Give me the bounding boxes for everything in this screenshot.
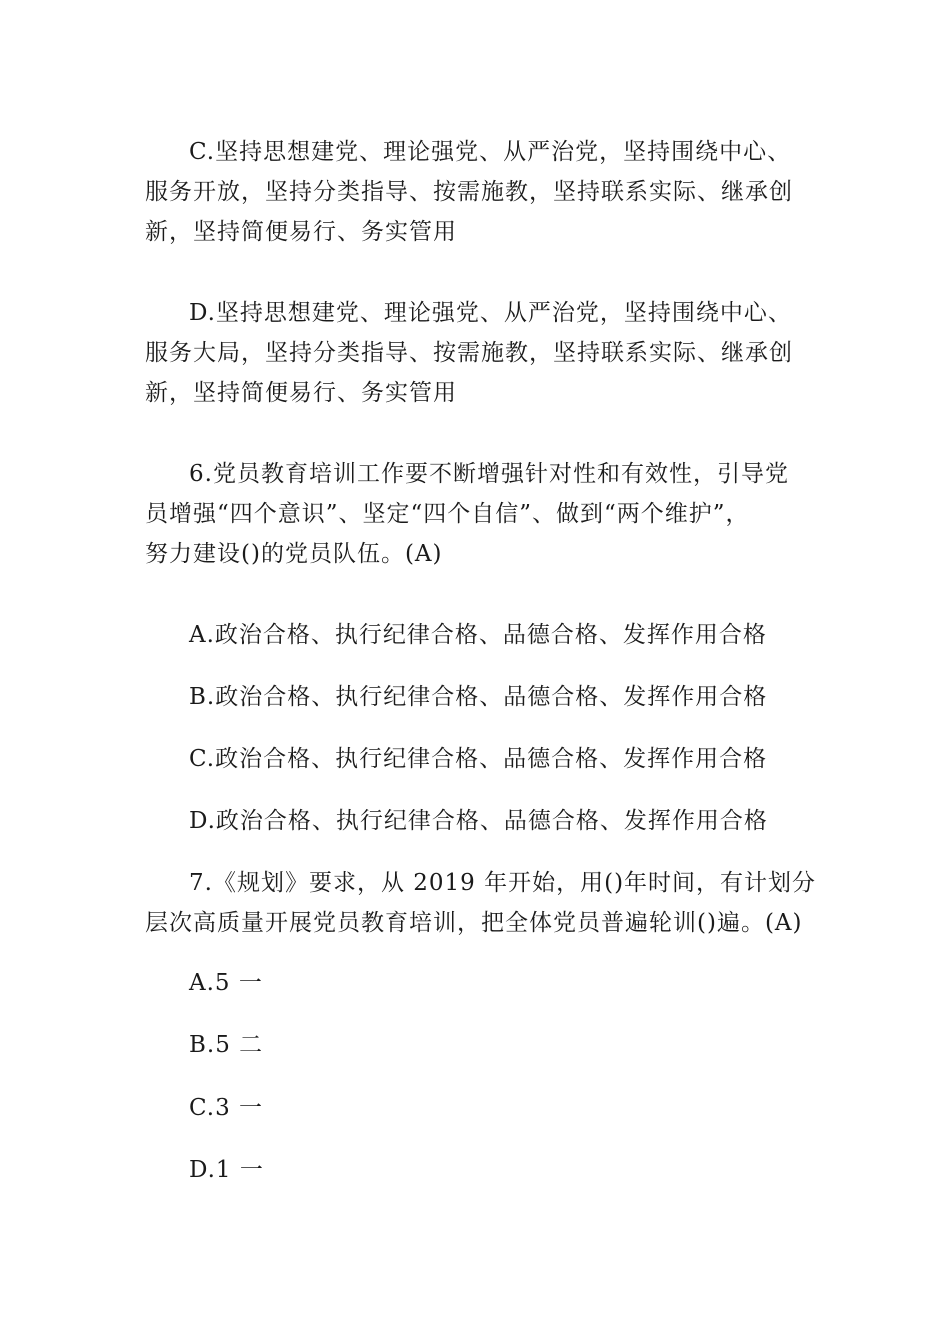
question-7-option-b: B.5 二 xyxy=(189,1032,264,1058)
question-7 xyxy=(145,863,825,943)
text-line: 新，坚持简便易行、务实管用 xyxy=(145,219,457,245)
option-d-previous-question xyxy=(145,293,825,413)
question-6-option-d: D.政治合格、执行纪律合格、品德合格、发挥作用合格 xyxy=(189,808,768,834)
question-6 xyxy=(145,454,825,574)
question-7-option-a: A.5 一 xyxy=(189,970,263,996)
option-c-previous-question xyxy=(145,132,825,252)
question-6-option-b: B.政治合格、执行纪律合格、品德合格、发挥作用合格 xyxy=(189,684,768,710)
text-line: 服务大局，坚持分类指导、按需施教，坚持联系实际、继承创 xyxy=(145,340,793,366)
text-line: C.坚持思想建党、理论强党、从严治党，坚持围绕中心、 xyxy=(189,139,792,165)
text-line: 努力建设()的党员队伍。(A) xyxy=(145,541,443,567)
text-line: 6.党员教育培训工作要不断增强针对性和有效性，引导党 xyxy=(189,461,789,487)
question-7-option-d: D.1 一 xyxy=(189,1157,264,1183)
text-line: D.坚持思想建党、理论强党、从严治党，坚持围绕中心、 xyxy=(189,300,792,326)
text-line: 新，坚持简便易行、务实管用 xyxy=(145,380,457,406)
text-line: 员增强“四个意识”、坚定“四个自信”、做到“两个维护”， xyxy=(145,501,750,527)
question-7-option-c: C.3 一 xyxy=(189,1095,264,1121)
question-6-option-a: A.政治合格、执行纪律合格、品德合格、发挥作用合格 xyxy=(189,622,767,648)
text-line: 层次高质量开展党员教育培训，把全体党员普遍轮训()遍。(A) xyxy=(145,910,803,936)
text-line: 7.《规划》要求，从 2019 年开始，用()年时间，有计划分 xyxy=(189,870,817,896)
text-line: 服务开放，坚持分类指导、按需施教，坚持联系实际、继承创 xyxy=(145,179,793,205)
question-6-option-c: C.政治合格、执行纪律合格、品德合格、发挥作用合格 xyxy=(189,746,768,772)
